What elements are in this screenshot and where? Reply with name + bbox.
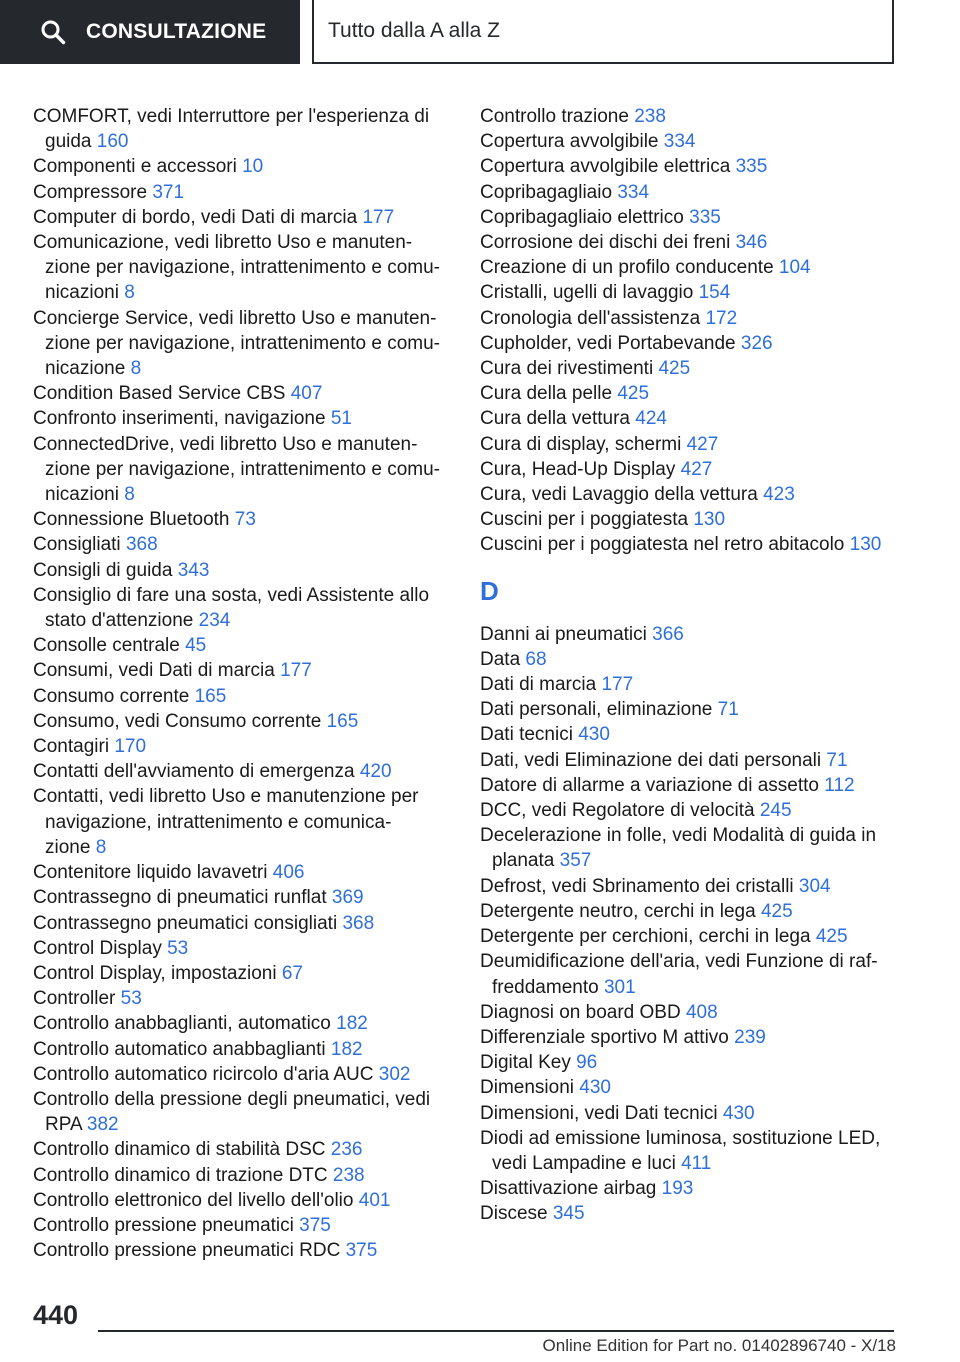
page-link[interactable]: 170 <box>114 736 147 758</box>
index-entry-text: Consigliati <box>33 534 121 556</box>
page-link[interactable]: 130 <box>693 509 726 531</box>
page-link[interactable]: 343 <box>177 559 210 581</box>
index-entry-text: Discese <box>480 1203 548 1225</box>
index-entry-text: Controllo pressione pneumatici <box>33 1214 294 1236</box>
index-entry <box>480 722 920 747</box>
index-entry <box>33 406 453 431</box>
index-entry <box>33 734 453 759</box>
tab-consultazione[interactable] <box>0 0 300 64</box>
index-entry-text: Copertura avvolgibile elettrica <box>480 156 731 178</box>
index-entry <box>480 1176 920 1201</box>
index-entry <box>33 633 453 658</box>
page-link[interactable]: 45 <box>185 635 207 657</box>
index-entry-text: Dati personali, eliminazione <box>480 699 713 721</box>
page-link[interactable]: 430 <box>722 1102 755 1124</box>
index-entry <box>33 381 453 406</box>
index-entry <box>33 507 453 532</box>
index-entry-text: Contenitore liquido lavavetri <box>33 862 268 884</box>
index-entry-text: guida <box>45 131 92 153</box>
page-link[interactable]: 177 <box>280 660 312 682</box>
page-link[interactable]: 51 <box>330 408 352 430</box>
index-entry <box>480 748 920 773</box>
page-link[interactable]: 425 <box>658 358 691 380</box>
index-entry-text: Consumo corrente <box>33 685 190 707</box>
page-link[interactable]: 96 <box>576 1052 598 1074</box>
index-entry-text: Datore di allarme a variazione di assetto <box>480 774 820 796</box>
index-entry <box>33 860 453 885</box>
index-entry-text: Cuscini per i poggiatesta nel retro abitacolo <box>480 534 845 556</box>
index-entry-text: Controllo automatico anabbaglianti <box>33 1038 326 1060</box>
index-column-right <box>480 104 920 1227</box>
index-entry-text: Controllo trazione <box>480 106 629 127</box>
index-entry-text: Consumo, vedi Consumo corrente <box>33 710 322 732</box>
search-icon <box>40 19 66 45</box>
index-entry <box>33 558 453 583</box>
index-entry-text: COMFORT, vedi Interruttore per l'esperienza di <box>33 106 430 127</box>
index-entry <box>480 356 920 381</box>
index-entry <box>480 1126 920 1176</box>
page-link[interactable]: 177 <box>362 206 395 228</box>
index-entry-text: Contagiri <box>33 736 110 758</box>
page-link[interactable]: 172 <box>705 307 738 329</box>
page-link[interactable]: 154 <box>698 282 731 304</box>
index-entry <box>480 129 920 154</box>
index-entry-text: Cura della pelle <box>480 383 613 405</box>
index-entry-text: Diagnosi on board OBD <box>480 1001 681 1023</box>
index-entry <box>33 1213 453 1238</box>
page-link[interactable]: 425 <box>760 900 793 922</box>
page-link[interactable]: 67 <box>281 962 303 984</box>
index-entry <box>480 874 920 899</box>
index-entry-text: Corrosione dei dischi dei freni <box>480 232 731 254</box>
index-entry-text: Consolle centrale <box>33 635 180 657</box>
page-link[interactable]: 345 <box>552 1203 585 1225</box>
index-entry <box>33 432 453 508</box>
index-entry <box>480 482 920 507</box>
page-link[interactable]: 334 <box>617 181 650 203</box>
index-entry <box>33 205 453 230</box>
page-link[interactable]: 375 <box>299 1214 331 1236</box>
index-entry <box>33 759 453 784</box>
index-entry-text: ConnectedDrive, vedi libretto Uso e manuten- <box>33 433 418 455</box>
index-entry-text: Cupholder, vedi Portabevande <box>480 332 736 354</box>
index-entry-text: Digital Key <box>480 1052 571 1074</box>
index-entry-text: DCC, vedi Regolatore di velocità <box>480 800 755 822</box>
page-link[interactable]: 53 <box>120 988 142 1010</box>
index-entry <box>480 381 920 406</box>
page-link[interactable]: 326 <box>740 332 773 354</box>
index-entry-text: zione per navigazione, intrattenimento e comu- <box>45 458 441 480</box>
index-entry-text: Disattivazione airbag <box>480 1178 657 1200</box>
index-entry <box>33 709 453 734</box>
footer-divider <box>98 1330 894 1332</box>
page-link[interactable]: 236 <box>330 1139 363 1161</box>
page-link[interactable]: 193 <box>661 1178 694 1200</box>
index-entry <box>480 773 920 798</box>
page-link[interactable]: 234 <box>198 610 231 632</box>
index-group-c <box>480 104 920 558</box>
index-entry-text: Controller <box>33 988 116 1010</box>
index-entry-text: Diodi ad emissione luminosa, sostituzione LED, <box>480 1127 881 1149</box>
index-entry-text: zione <box>45 836 91 858</box>
index-entry <box>480 180 920 205</box>
index-entry-text: Controllo anabbaglianti, automatico <box>33 1013 331 1035</box>
index-entry <box>480 154 920 179</box>
page-link[interactable]: 73 <box>234 509 256 531</box>
index-entry <box>33 684 453 709</box>
index-entry-text: Copertura avvolgibile <box>480 131 659 153</box>
index-entry-text: Compressore <box>33 181 148 203</box>
page-link[interactable]: 8 <box>124 484 135 506</box>
index-entry-text: Comunicazione, vedi libretto Uso e manuten- <box>33 232 413 254</box>
index-entry <box>480 532 920 557</box>
page-link[interactable]: 71 <box>826 749 848 771</box>
index-entry <box>480 1075 920 1100</box>
index-entry <box>480 697 920 722</box>
index-entry <box>480 104 920 129</box>
page-link[interactable]: 369 <box>331 887 364 909</box>
index-entry-text: Dati tecnici <box>480 724 573 746</box>
page-number: 440 <box>33 1300 79 1330</box>
index-entry-text: navigazione, intrattenimento e comunica- <box>45 811 392 833</box>
index-entry-text: zione per navigazione, intrattenimento e comu- <box>45 332 441 354</box>
index-entry-text: Condition Based Service CBS <box>33 383 286 405</box>
index-entry <box>480 899 920 924</box>
page-link[interactable]: 424 <box>635 408 667 430</box>
page-link[interactable]: 177 <box>601 674 634 696</box>
index-entry-text: Controllo dinamico di stabilità DSC <box>33 1139 326 1161</box>
index-entry-text: Control Display <box>33 937 162 959</box>
index-entry <box>33 230 453 306</box>
index-entry <box>33 1037 453 1062</box>
index-entry-text: Controllo automatico ricircolo d'aria AUC <box>33 1063 374 1085</box>
index-entry-text: Cronologia dell'assistenza <box>480 307 701 329</box>
index-entry <box>33 104 453 154</box>
page-link[interactable]: 245 <box>759 800 792 822</box>
page-link[interactable]: 302 <box>378 1063 411 1085</box>
index-entry <box>480 205 920 230</box>
page-link[interactable]: 182 <box>330 1038 363 1060</box>
page-link[interactable]: 238 <box>332 1164 365 1186</box>
tab-consultazione-label: CONSULTAZIONE <box>86 20 267 43</box>
index-entry-text: vedi Lampadine e luci <box>492 1152 676 1174</box>
index-entry <box>480 1000 920 1025</box>
index-entry-text: Dati, vedi Eliminazione dei dati personali <box>480 749 822 771</box>
page-link[interactable]: 130 <box>849 534 882 556</box>
index-entry <box>480 457 920 482</box>
index-entry-text: Cura di display, schermi <box>480 433 682 455</box>
page-header <box>0 0 960 66</box>
index-entry-text: Cura, vedi Lavaggio della vettura <box>480 484 758 506</box>
index-entry <box>480 1201 920 1226</box>
index-entry-text: Controllo pressione pneumatici RDC <box>33 1240 341 1262</box>
index-entry-text: zione per navigazione, intrattenimento e comu- <box>45 257 441 279</box>
index-entry <box>33 154 453 179</box>
index-entry-text: Cura, Head-Up Display <box>480 458 676 480</box>
index-entry <box>33 532 453 557</box>
index-entry <box>480 949 920 999</box>
index-entry-text: Cura della vettura <box>480 408 630 430</box>
index-entry <box>480 507 920 532</box>
page-link[interactable]: 182 <box>336 1013 368 1035</box>
index-entry <box>480 255 920 280</box>
index-entry-text: nicazione <box>45 358 126 380</box>
index-entry-text: nicazioni <box>45 484 119 506</box>
section-letter-heading: D <box>480 575 499 606</box>
index-group-d <box>480 622 920 1227</box>
index-entry-text: Computer di bordo, vedi Dati di marcia <box>33 206 358 228</box>
index-entry <box>33 1163 453 1188</box>
index-entry <box>33 658 453 683</box>
index-entry <box>480 647 920 672</box>
index-entry-text: Connessione Bluetooth <box>33 509 230 531</box>
index-entry <box>33 1188 453 1213</box>
index-entry <box>480 798 920 823</box>
index-entry-text: Cristalli, ugelli di lavaggio <box>480 282 694 304</box>
index-entry <box>33 180 453 205</box>
index-entry-text: Data <box>480 648 521 670</box>
page-link[interactable]: 420 <box>359 761 392 783</box>
index-entry <box>480 331 920 356</box>
index-entry <box>480 280 920 305</box>
index-entry-text: Contatti, vedi libretto Uso e manutenzione per <box>33 786 419 808</box>
index-entry <box>33 1238 453 1263</box>
index-entry-text: freddamento <box>492 976 599 998</box>
page-link[interactable]: 425 <box>815 926 848 948</box>
index-entry <box>480 432 920 457</box>
index-entry-text: Dimensioni, vedi Dati tecnici <box>480 1102 718 1124</box>
tab-section-title[interactable] <box>312 0 894 64</box>
page-link[interactable]: 301 <box>603 976 636 998</box>
index-entry <box>480 622 920 647</box>
page-link[interactable]: 53 <box>167 937 189 959</box>
index-entry <box>33 885 453 910</box>
index-entry-text: Copribagagliaio <box>480 181 613 203</box>
page-link[interactable]: 368 <box>125 534 158 556</box>
page-link[interactable]: 430 <box>578 724 610 746</box>
index-entry-text: Controllo dinamico di trazione DTC <box>33 1164 328 1186</box>
index-entry-text: RPA <box>45 1114 82 1136</box>
page-link[interactable]: 238 <box>634 106 666 127</box>
page-link[interactable]: 406 <box>272 862 305 884</box>
index-entry-text: Cura dei rivestimenti <box>480 358 654 380</box>
page-link[interactable]: 8 <box>124 282 135 304</box>
page-link[interactable]: 335 <box>735 156 768 178</box>
page-link[interactable]: 427 <box>680 458 713 480</box>
page-link[interactable]: 401 <box>358 1189 391 1211</box>
page-link[interactable]: 160 <box>96 131 129 153</box>
index-entry <box>33 986 453 1011</box>
index-entry-text: stato d'attenzione <box>45 610 194 632</box>
index-entry <box>480 1101 920 1126</box>
index-entry <box>33 911 453 936</box>
index-entry-text: Dati di marcia <box>480 674 597 696</box>
index-entry-text: Consigli di guida <box>33 559 173 581</box>
index-entry <box>480 1025 920 1050</box>
index-entry-text: Decelerazione in folle, vedi Modalità di guida in <box>480 825 877 847</box>
index-entry-text: Detergente per cerchioni, cerchi in lega <box>480 926 811 948</box>
index-entry-text: Cuscini per i poggiatesta <box>480 509 689 531</box>
index-entry-text: Deumidificazione dell'aria, vedi Funzione di raf- <box>480 951 878 973</box>
page-link[interactable]: 425 <box>617 383 650 405</box>
page-link[interactable]: 427 <box>686 433 719 455</box>
index-entry <box>480 230 920 255</box>
page-link[interactable]: 8 <box>130 358 142 380</box>
section-title-label: Tutto dalla A alla Z <box>328 19 500 42</box>
footer-edition-text: Online Edition for Part no. 01402896740 - X/18 <box>542 1336 896 1355</box>
index-column-left <box>33 104 453 1263</box>
page-link[interactable]: 357 <box>559 850 592 872</box>
index-entry-text: Dimensioni <box>480 1077 574 1099</box>
page-link[interactable]: 304 <box>798 875 831 897</box>
index-entry <box>33 1087 453 1137</box>
index-entry-text: Controllo della pressione degli pneumatici, vedi <box>33 1088 431 1110</box>
page-link[interactable]: 407 <box>290 383 323 405</box>
index-entry-text: Differenziale sportivo M attivo <box>480 1026 729 1048</box>
index-entry-text: Confronto inserimenti, navigazione <box>33 408 326 430</box>
index-entry-text: Contrassegno di pneumatici runflat <box>33 887 327 909</box>
index-entry-text: Contatti dell'avviamento di emergenza <box>33 761 355 783</box>
index-entry <box>33 583 453 633</box>
index-entry <box>33 936 453 961</box>
page-link[interactable]: 335 <box>689 206 721 228</box>
page-link[interactable]: 371 <box>152 181 185 203</box>
index-entry-text: Copribagagliaio elettrico <box>480 206 684 228</box>
index-entry-text: Consiglio di fare una sosta, vedi Assistente allo <box>33 584 430 606</box>
page-link[interactable]: 346 <box>735 232 768 254</box>
index-entry-text: Danni ai pneumatici <box>480 623 647 645</box>
index-entry-text: Concierge Service, vedi libretto Uso e manuten- <box>33 307 437 329</box>
page-link[interactable]: 408 <box>685 1001 718 1023</box>
index-entry <box>480 823 920 873</box>
page-link[interactable]: 71 <box>717 699 739 721</box>
page-link[interactable]: 104 <box>778 257 811 279</box>
page-link[interactable]: 165 <box>326 710 359 732</box>
index-entry <box>480 306 920 331</box>
page-link[interactable]: 112 <box>824 774 855 796</box>
page-link[interactable]: 430 <box>579 1077 611 1099</box>
index-entry-text: Control Display, impostazioni <box>33 962 277 984</box>
index-entry-text: Controllo elettronico del livello dell'olio <box>33 1189 354 1211</box>
page-link[interactable]: 165 <box>194 685 227 707</box>
index-entry <box>33 306 453 382</box>
page-link[interactable]: 382 <box>86 1114 119 1136</box>
index-entry <box>480 924 920 949</box>
index-entry <box>480 672 920 697</box>
index-entry <box>33 1062 453 1087</box>
index-entry-text: planata <box>492 850 555 872</box>
page-link[interactable]: 239 <box>734 1026 766 1048</box>
page-link[interactable]: 411 <box>681 1152 712 1174</box>
page-link[interactable]: 334 <box>663 131 696 153</box>
page-link[interactable]: 68 <box>525 648 547 670</box>
page-link[interactable]: 423 <box>763 484 795 506</box>
index-entry <box>33 1137 453 1162</box>
index-entry-text: Defrost, vedi Sbrinamento dei cristalli <box>480 875 794 897</box>
index-entry <box>33 961 453 986</box>
page-link[interactable]: 375 <box>345 1240 378 1262</box>
index-entry-text: Contrassegno pneumatici consigliati <box>33 912 338 934</box>
index-entry <box>33 784 453 860</box>
index-entry-text: nicazioni <box>45 282 119 304</box>
page-link[interactable]: 368 <box>342 912 375 934</box>
index-entry <box>33 1011 453 1036</box>
index-entry-text: Detergente neutro, cerchi in lega <box>480 900 756 922</box>
page-link[interactable]: 366 <box>652 623 684 645</box>
index-entry-text: Creazione di un profilo conducente <box>480 257 774 279</box>
page-link[interactable]: 8 <box>95 836 107 858</box>
page-link[interactable]: 10 <box>242 156 264 178</box>
index-entry <box>480 406 920 431</box>
index-entry-text: Componenti e accessori <box>33 156 237 178</box>
index-entry-text: Consumi, vedi Dati di marcia <box>33 660 275 682</box>
index-entry <box>480 1050 920 1075</box>
